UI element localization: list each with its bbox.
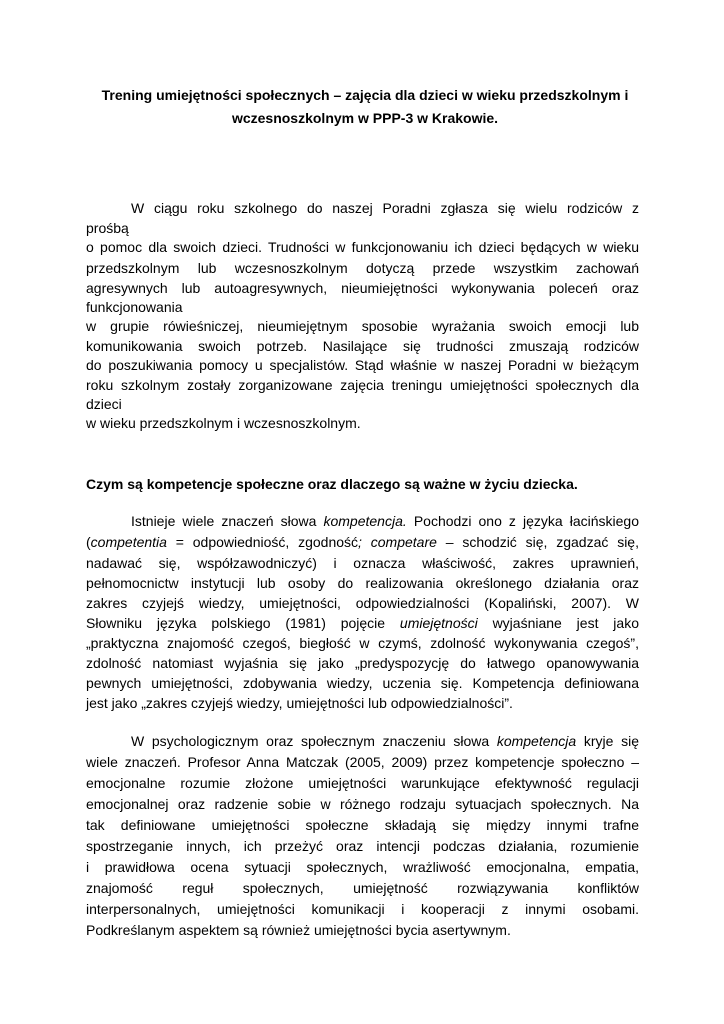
paragraph-2-line <box>131 511 639 531</box>
paragraph-1-line: prośbą <box>86 220 129 236</box>
text-run: – schodzić się, zgadzać się, <box>436 534 639 550</box>
text-run: = odpowiedniość, zgodność <box>166 534 359 550</box>
title-line-2: wczesnoszkolnym w PPP-3 w Krakowie. <box>231 110 499 126</box>
paragraph-1-line: W ciągu roku szkolnego do naszej Poradni zgłasza się wielu rodziców z <box>131 200 639 216</box>
paragraph-1-line: funkcjonowania <box>86 299 183 315</box>
text-run: Słowniku języka polskiego (1981) pojęcie <box>86 615 400 631</box>
paragraph-3-line: znajomość reguł społecznych, umiejętność rozwiązywania konfliktów <box>86 880 639 896</box>
text-run: Istnieje wiele znaczeń słowa <box>131 513 324 529</box>
paragraph-3-line: Podkreślanym aspektem są również umiejętności bycia asertywnym. <box>86 922 511 938</box>
italic-term: ; competare <box>358 534 437 550</box>
italic-term: competentia <box>90 534 167 550</box>
text-run: Pochodzi ono z języka łacińskiego <box>406 513 640 529</box>
text-run: W psychologicznym oraz społecznym znaczeniu słowa <box>131 733 497 749</box>
paragraph-1-line: dzieci <box>86 396 122 412</box>
paragraph-1-line: przedszkolnym lub wczesnoszkolnym dotyczą przede wszystkim zachowań <box>86 260 639 276</box>
text-run: kryje się <box>576 733 639 749</box>
title-line-1: Trening umiejętności społecznych – zajęcia dla dzieci w wieku przedszkolnym i <box>101 87 629 103</box>
paragraph-2-line: jest jako „zakres czyjejś wiedzy, umiejętności lub odpowiedzialności”. <box>86 695 513 711</box>
paragraph-3-line: i prawidłowa ocena sytuacji społecznych, wrażliwość emocjonalna, empatia, <box>86 859 639 875</box>
italic-term: kompetencja. <box>323 513 407 529</box>
paragraph-3-line: tak definiowane umiejętności społeczne składają się między innymi trafne <box>86 817 639 833</box>
paragraph-2-line <box>86 613 639 633</box>
paragraph-3-line: wiele znaczeń. Profesor Anna Matczak (2005, 2009) przez kompetencje społeczno – <box>86 754 639 770</box>
paragraph-3-line <box>131 731 639 751</box>
paragraph-1-line: roku szkolnym zostały zorganizowane zajęcia treningu umiejętności społecznych dla <box>86 377 639 393</box>
document-title <box>70 84 660 130</box>
paragraph-1-line: agresywnych lub autoagresywnych, nieumiejętności wykonywania poleceń oraz <box>86 280 639 296</box>
paragraph-2-line <box>86 532 639 552</box>
paragraph-3-line: interpersonalnych, umiejętności komunikacji i kooperacji z innymi osobami. <box>86 901 639 917</box>
paragraph-3-line: emocjonalnej oraz radzenie sobie w różnego rodzaju sytuacjach społecznych. Na <box>86 796 639 812</box>
paragraph-1-line: w wieku przedszkolnym i wczesnoszkolnym. <box>86 415 361 431</box>
paragraph-1-line: o pomoc dla swoich dzieci. Trudności w funkcjonowaniu ich dzieci będących w wieku <box>86 239 639 255</box>
paragraph-2-line: „praktyczna znajomość czegoś, biegłość w czymś, zdolność wykonywania czegoś”, <box>86 635 639 651</box>
text-run: ( <box>86 534 91 550</box>
paragraph-3-line: emocjonalne rozumie złożone umiejętności warunkujące efektywność regulacji <box>86 775 639 791</box>
paragraph-3-line: spostrzeganie innych, ich przeżyć oraz intencji podczas działania, rozumienie <box>86 838 639 854</box>
paragraph-1-line: komunikowania swoich potrzeb. Nasilające się trudności zmuszają rodziców <box>86 338 639 354</box>
paragraph-2-line: zdolność natomiast wyjaśnia się jako „predyspozycję do łatwego opanowywania <box>86 655 639 671</box>
italic-term: umiejętności <box>399 615 478 631</box>
paragraph-1-line: do poszukiwania pomocy u specjalistów. Stąd właśnie w naszej Poradni w bieżącym <box>86 357 639 373</box>
paragraph-2-line: zakres czyjejś wiedzy, umiejętności, odpowiedzialności (Kopaliński, 2007). W <box>86 595 639 611</box>
text-run: wyjaśniane jest jako <box>477 615 639 631</box>
paragraph-1-line: w grupie rówieśniczej, nieumiejętnym sposobie wyrażania swoich emocji lub <box>86 318 639 334</box>
section-heading: Czym są kompetencje społeczne oraz dlaczego są ważne w życiu dziecka. <box>86 476 578 492</box>
paragraph-2-line: pewnych umiejętności, zdobywania wiedzy, uczenia się. Kompetencja definiowana <box>86 675 639 691</box>
paragraph-2-line: pełnomocnictw instytucji lub osoby do realizowania określonego działania oraz <box>86 575 639 591</box>
paragraph-2-line: nadawać się, współzawodniczyć) i oznacza właściwość, zakres uprawnień, <box>86 555 639 571</box>
italic-term: kompetencja <box>496 733 577 749</box>
